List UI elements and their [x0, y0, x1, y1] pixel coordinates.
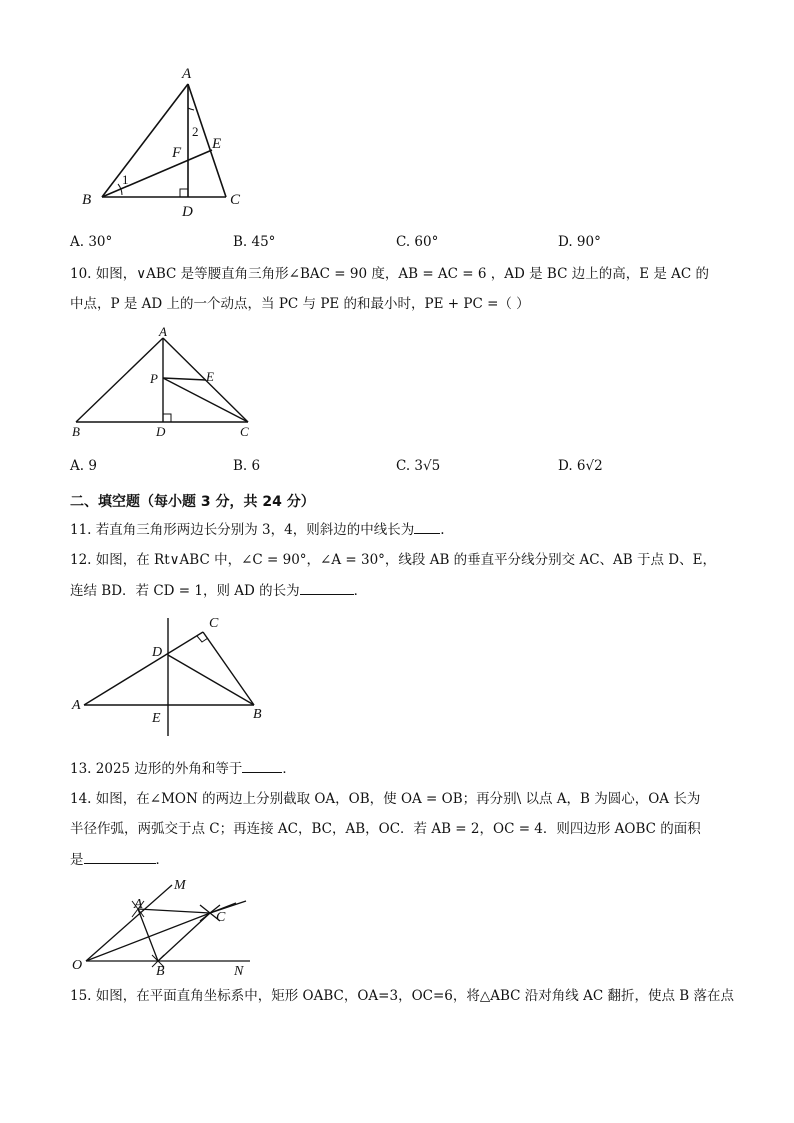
label-b: B: [72, 424, 80, 439]
q14-text-line1: 14. 如图，在∠MON 的两边上分别截取 OA，OB，使 OA = OB；再分别\ 以点 A，B 为圆心，OA 长为: [70, 791, 701, 807]
q9-option-c: C. 60°: [396, 234, 439, 250]
q11-line: [70, 519, 445, 541]
q11-end: .: [440, 522, 445, 538]
label-n: N: [234, 964, 244, 979]
label-d: D: [156, 424, 166, 439]
answer-blank[interactable]: [84, 849, 156, 864]
q12-text: 连结 BD．若 CD = 1，则 AD 的长为: [70, 583, 300, 599]
label-e: E: [206, 369, 214, 384]
label-d: D: [182, 204, 193, 220]
q14-text-line2: 半径作弧，两弧交于点 C；再连接 AC，BC，AB，OC．若 AB = 2，OC = 4．则四边形 AOBC 的面积: [70, 821, 701, 837]
q9-option-a: A. 30°: [70, 234, 113, 250]
label-m: M: [174, 878, 186, 893]
label-c: C: [216, 910, 226, 925]
label-b: B: [156, 964, 165, 979]
q12-figure: [70, 612, 270, 742]
q10-option-d: D. 6√2: [558, 458, 603, 474]
label-f: F: [172, 145, 182, 161]
answer-blank[interactable]: [242, 758, 282, 773]
label-c: C: [240, 424, 249, 439]
q14-line3: [70, 849, 169, 871]
label-b: B: [253, 707, 262, 722]
q12-line2: [70, 580, 367, 602]
q10-option-a: A. 9: [70, 458, 97, 474]
q15-text: 15. 如图，在平面直角坐标系中，矩形 OABC，OA=3，OC=6，将△ABC 沿对角线 AC 翻折，使点 B 落在点: [70, 988, 734, 1004]
label-e: E: [152, 711, 161, 726]
section-title: 二、填空题（每小题 3 分，共 24 分）: [70, 494, 315, 510]
q13-line: [70, 758, 296, 780]
q10-option-b: B. 6: [233, 458, 261, 474]
angle-label-2: 2: [192, 124, 199, 139]
label-e: E: [212, 136, 222, 152]
label-o: O: [72, 958, 83, 973]
q10-option-c: C. 3√5: [396, 458, 441, 474]
label-p: P: [150, 371, 158, 386]
angle-label-1: 1: [122, 172, 129, 187]
answer-blank[interactable]: [414, 519, 440, 534]
q14-figure: [70, 875, 260, 985]
label-b: B: [82, 192, 92, 208]
label-a: A: [159, 324, 167, 339]
q10-text-line1: 10. 如图，∨ABC 是等腰直角三角形∠BAC = 90 度，AB = AC = 6 ，AD 是 BC 边上的高，E 是 AC 的: [70, 266, 710, 282]
q12-text-line1: 12. 如图，在 Rt∨ABC 中，∠C = 90°，∠A = 30°，线段 AB 的垂直平分线分别交 AC、AB 于点 D、E，: [70, 552, 716, 568]
q9-figure: [70, 62, 270, 222]
q13-text: 13. 2025 边形的外角和等于: [70, 761, 243, 777]
q14-text: 是: [70, 852, 84, 868]
q11-text: 11. 若直角三角形两边长分别为 3，4，则斜边的中线长为: [70, 522, 415, 538]
q10-text-line2: 中点，P 是 AD 上的一个动点，当 PC 与 PE 的和最小时，PE + PC =（ ）: [70, 296, 530, 312]
label-a: A: [72, 698, 81, 713]
label-a: A: [134, 897, 143, 912]
q12-end: ．: [353, 583, 368, 599]
q13-end: ．: [282, 761, 296, 777]
q9-option-b: B. 45°: [233, 234, 276, 250]
answer-blank[interactable]: [300, 580, 354, 595]
label-c: C: [209, 616, 219, 631]
q14-end: ．: [155, 852, 169, 868]
label-c: C: [230, 192, 241, 208]
label-d: D: [152, 645, 163, 660]
edge-ab: [102, 84, 188, 197]
q9-option-d: D. 90°: [558, 234, 601, 250]
label-a: A: [182, 66, 192, 82]
q10-figure: [70, 322, 260, 442]
segment-be: [102, 150, 212, 197]
